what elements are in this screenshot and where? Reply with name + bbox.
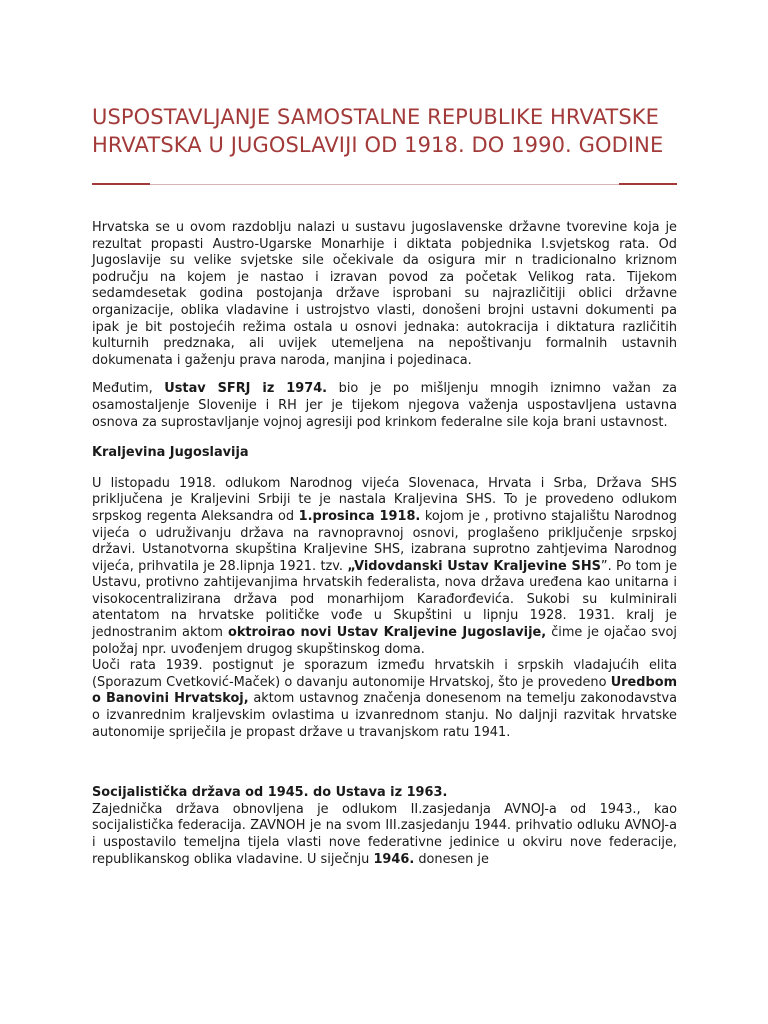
bold-oktroirani-ustav: oktroirao novi Ustav Kraljevine Jugoslavije, [227,625,547,641]
text-run: čime je ojačao svoj položaj npr. uvođenjem drugog skupštinskog doma. [92,625,678,657]
bold-ustav-sfrj: Ustav SFRJ iz 1974. [164,381,328,397]
text-run: U listopadu 1918. odlukom Narodnog vijeća Slovenaca, Hrvata i Srba, Država SHS priključena je Kraljevini Srbiji te je nastala Kraljevina SHS. To je provedeno odlukom srpskog regenta Aleksandra od [92,475,677,524]
text-run: bio je po mišljenju mnogih iznimno važan za osamostaljenje Slovenije i RH jer je tijekom njegova važenja uspostavljena ustavna osnova za suprostavljanje vojnoj agresiji pod krinkom federalne sile koja brani ustavnost. [92,381,678,430]
paragraph-socijalisticka [92,802,677,868]
text-run: donesen je [414,851,489,867]
title-divider [92,184,677,185]
paragraph-intro: Hrvatska se u ovom razdoblju nalazi u sustavu jugoslavenske državne tvorevine koja je rezultat propasti Austro-Ugarske Monarhije i diktata pobjednika I.svjetskog rata. Od Jugoslavije su velike svjetske sile očekivale da osigura mir n tradicionalno kriznom području na kojem je nastao i izravan povod za početak Velikog rata. Tijekom sedamdesetak godina postojanja države isprobani su najrazličitiji oblici državne organizacije, oblika vladavine i ustrojstvo vlasti, donošeni brojni ustavni dokumenti pa ipak je bit postojećih režima ostala u osnovi jednaka: autokracija i diktatura različitih kulturnih predznaka, ali uvijek utemeljena na nepoštivanju formalnih ustavnih dokumenata i gaženju prava naroda, manjina i pojedinaca. [92,220,677,368]
bold-vidovdanski-ustav: „Vidovdanski Ustav Kraljevine SHS [347,558,601,574]
text-run: ”. Po tom je Ustavu, protivno zahtijevanjima hrvatskih federalista, nova država uređena kao unitarna i visokocentralizirana država pod monarhijom Karađorđevića. Sukobi su kulminirali atentatom na hrvatske političke vođe u Skupštini u lipnju 1928. 1931. kralj je jednostranim aktom [92,558,678,641]
title-block [92,103,682,159]
text-run: Zajednička država obnovljena je odlukom II.zasjedanja AVNOJ-a od 1943., kao socijalistička federacija. ZAVNOH je na svom III.zasjedanju 1944. prihvatio odluku AVNOJ-a i uspostavilo temeljna tijela vlasti nove federativne jedinice u okviru nove federacije, republikanskog oblika vladavine. U siječnju [92,801,677,867]
bold-date: 1.prosinca 1918. [298,508,421,524]
document-title: USPOSTAVLJANJE SAMOSTALNE REPUBLIKE HRVATSKE HRVATSKA U JUGOSLAVIJI OD 1918. DO 1990. GODINE [92,105,664,157]
paragraph-sporazum [92,658,677,741]
document-body [92,220,677,868]
text-run: kojom je , protivno stajalištu Narodnog vijeća o udruživanju država na ravnopravnoj osnovi, proglašeno priključenje srpskoj državi. Ustanotvorna skupština Kraljevine SHS, izabrana suprotno zahtjevima Narodnog vijeća, prihvatila je 28.lipnja 1921. tzv. [92,508,677,574]
paragraph-kraljevina [92,476,677,659]
section-spacer [92,741,677,785]
text-run: aktom ustavnog značenja donesenom na temelju zakonodavstva o izvanrednim kraljevskim ovlastima u izvanrednom stanju. No daljnji razvitak hrvatske autonomije spriječila je propast države u travanjskom ratu 1941. [92,691,677,740]
bold-uredba-banovina: Uredbom o Banovini Hrvatskoj, [92,674,677,707]
bold-year-1946: 1946. [373,851,415,867]
heading-socijalisticka-drzava: Socijalistička država od 1945. do Ustava iz 1963. [92,785,448,801]
heading-kraljevina-jugoslavija: Kraljevina Jugoslavija [92,445,249,461]
paragraph-ustav-sfrj [92,381,677,431]
text-run: Uoči rata 1939. postignut je sporazum između hrvatskih i srpskih vladajućih elita (Sporazum Cvetković-Maček) o davanju autonomije Hrvatskoj, što je provedeno [92,658,677,690]
title-divider-accent-right [619,183,677,185]
title-divider-accent-left [92,183,150,185]
text-run: Međutim, [92,381,165,397]
